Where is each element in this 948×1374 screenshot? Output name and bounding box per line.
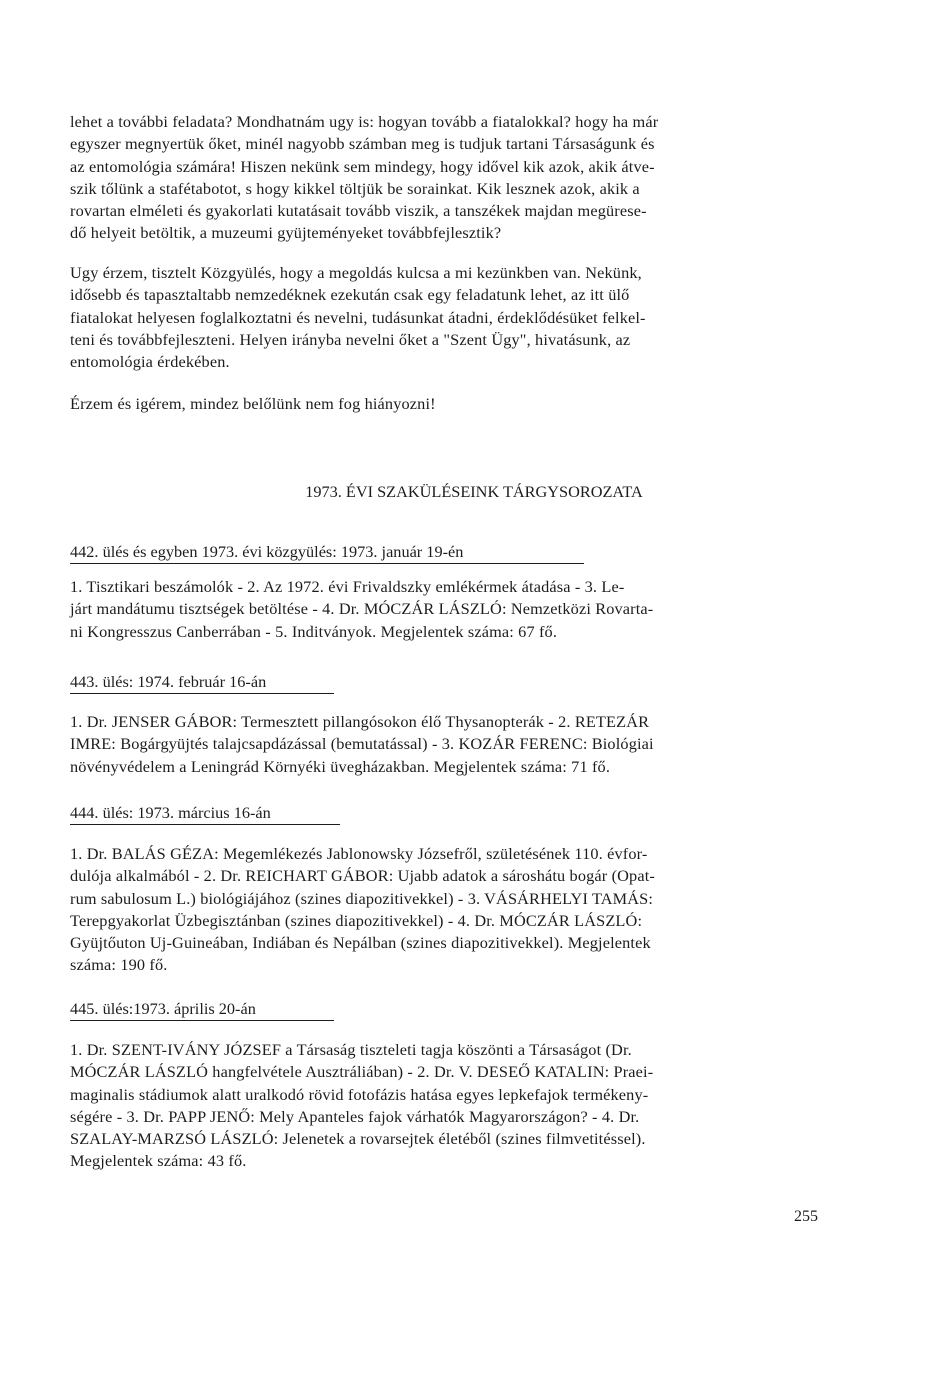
text-line: ni Kongresszus Canberrában - 5. Inditványok. Megjelentek száma: 67 fő. xyxy=(70,621,558,641)
text-line: az entomológia számára! Hiszen nekünk sem mindegy, hogy idővel kik azok, akik átve- xyxy=(70,156,655,176)
text-line: lehet a további feladata? Mondhatnám ugy is: hogyan tovább a fiatalokkal? hogy ha már xyxy=(70,112,659,131)
text-line: entomológia érdekében. xyxy=(70,352,230,372)
text-line: dulója alkalmából - 2. Dr. REICHART GÁBOR: Ujabb adatok a sároshátu bogár (Opat- xyxy=(70,866,655,886)
text-line: 1. Tisztikari beszámolók - 2. Az 1972. évi Frivaldszky emlékérmek átadása - 3. Le- xyxy=(70,577,625,596)
text-line: Ugy érzem, tisztelt Közgyülés, hogy a megoldás kulcsa a mi kezünkben van. Nekünk, xyxy=(70,263,642,282)
intro-paragraph-1 xyxy=(70,111,815,245)
text-line: száma: 190 fő. xyxy=(70,955,168,975)
text-line: ségére - 3. Dr. PAPP JENŐ: Mely Apanteles fajok várhatók Magyarországon? - 4. Dr. xyxy=(70,1106,640,1126)
text-line: 1. Dr. BALÁS GÉZA: Megemlékezés Jablonowsky Józsefről, születésének 110. évfor- xyxy=(70,844,648,863)
closing-line xyxy=(70,393,815,415)
text-line: járt mandátumu tisztségek betöltése - 4. Dr. MÓCZÁR LÁSZLÓ: Nemzetközi Rovarta- xyxy=(70,599,654,619)
text-line: egyszer megnyertük őket, minél nagyobb számban meg is tudjuk tartani Társaságunk és xyxy=(70,134,655,154)
intro-paragraph-2 xyxy=(70,262,815,373)
text-line: MÓCZÁR LÁSZLÓ hangfelvétele Ausztráliában) - 2. Dr. V. DESEŐ KATALIN: Praei- xyxy=(70,1062,654,1082)
section-title: 1973. ÉVI SZAKÜLÉSEINK TÁRGYSOROZATA xyxy=(305,482,643,501)
text-line: 1. Dr. SZENT-IVÁNY JÓZSEF a Társaság tiszteleti tagja köszönti a Társaságot (Dr. xyxy=(70,1040,632,1059)
text-line: Terepgyakorlat Üzbegisztánban (szines diapozitivekkel) - 4. Dr. MÓCZÁR LÁSZLÓ: xyxy=(70,910,643,930)
text-line: SZALAY-MARZSÓ LÁSZLÓ: Jelenetek a rovarsejtek életéből (szines filmvetitéssel). xyxy=(70,1129,646,1149)
text-line: maginalis stádiumok alatt uralkodó rövid fotofázis hatása egyes lepkefajok termékeny- xyxy=(70,1084,649,1104)
text-line: rum sabulosum L.) biológiájához (szines diapozitivekkel) - 3. VÁSÁRHELYI TAMÁS: xyxy=(70,888,654,908)
session-442-body xyxy=(70,576,815,643)
text-line: dő helyeit betöltik, a muzeumi gyüjteményeket továbbfejlesztik? xyxy=(70,223,502,243)
session-444-body xyxy=(70,843,815,977)
text-line: fiatalokat helyesen foglalkoztatni és nevelni, tudásunkat átadni, érdeklődésüket felkel- xyxy=(70,307,646,327)
text-line: idősebb és tapasztaltabb nemzedéknek ezekután csak egy feladatunk lehet, az itt ülő xyxy=(70,285,630,305)
text-line: rovartan elméleti és gyakorlati kutatásait tovább viszik, a tanszékek majdan megürese- xyxy=(70,201,647,221)
page-number: 255 xyxy=(794,1208,818,1225)
text-line: 1. Dr. JENSER GÁBOR: Termesztett pillangósokon élő Thysanopterák - 2. RETEZÁR xyxy=(70,712,650,731)
session-heading-underline xyxy=(70,693,334,694)
text-line: növényvédelem a Leningrád Környéki üvegházakban. Megjelentek száma: 71 fő. xyxy=(70,756,611,776)
session-443-heading: 443. ülés: 1974. február 16-án xyxy=(70,672,267,691)
session-445-body xyxy=(70,1039,815,1173)
text-line: Megjelentek száma: 43 fő. xyxy=(70,1151,247,1171)
text-line: IMRE: Bogárgyüjtés talajcsapdázással (bemutatással) - 3. KOZÁR FERENC: Biológiai xyxy=(70,734,654,754)
session-445-heading: 445. ülés:1973. április 20-án xyxy=(70,999,256,1018)
session-442-heading: 442. ülés és egyben 1973. évi közgyülés: 1973. január 19-én xyxy=(70,542,464,561)
session-443-body xyxy=(70,711,815,778)
text-line: szik tőlünk a stafétabotot, s hogy kikkel töltjük be sorainkat. Kik lesznek azok, akik a xyxy=(70,178,640,198)
text-line: Gyüjtőuton Uj-Guineában, Indiában és Nepálban (szines diapozitivekkel). Megjelentek xyxy=(70,933,651,953)
session-heading-underline xyxy=(70,1020,334,1021)
text-line: teni és továbbfejleszteni. Helyen irányba nevelni őket a "Szent Ügy", hivatásunk, az xyxy=(70,329,631,349)
session-444-heading: 444. ülés: 1973. március 16-án xyxy=(70,803,271,822)
closing-line-text: Érzem és igérem, mindez belőlünk nem fog hiányozni! xyxy=(70,394,436,413)
session-heading-underline xyxy=(70,563,584,564)
session-heading-underline xyxy=(70,824,340,825)
